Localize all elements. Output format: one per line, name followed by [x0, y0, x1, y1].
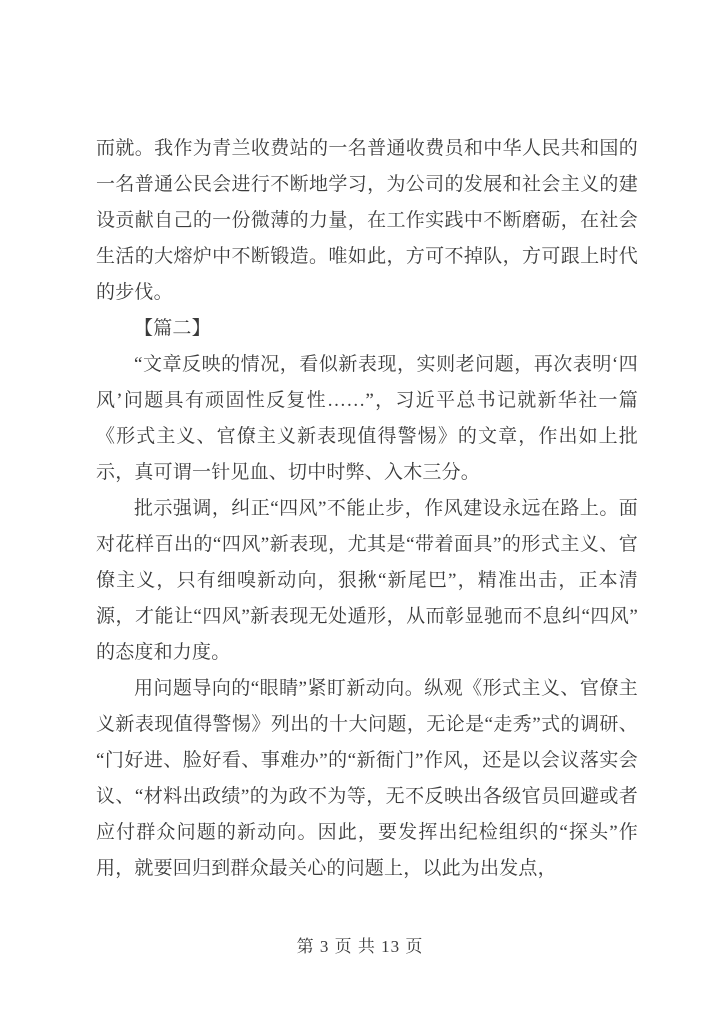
- section-heading-pian-er: 【篇二】: [134, 318, 211, 339]
- paragraph-continuation: 而就。我作为青兰收费站的一名普通收费员和中华人民共和国的一名普通公民会进行不断地学习，为公司的发展和社会主义的建设贡献自己的一份微薄的力量，在工作实践中不断磨砺，在社会生活的大熔炉中不断锻造。唯如此，方可不掉队，方可跟上时代的步伐。: [96, 138, 638, 303]
- document-body: [96, 131, 638, 887]
- page-number-footer: 第 3 页 共 13 页: [296, 937, 424, 956]
- paragraph: “文章反映的情况，看似新表现，实则老问题，再次表明‘四风’问题具有顽固性反复性……”，习近平总书记就新华社一篇《形式主义、官僚主义新表现值得警惕》的文章，作出如上批示，真可谓一针见血、切中时弊、入木三分。: [96, 354, 638, 483]
- paragraph: 批示强调，纠正“四风”不能止步，作风建设永远在路上。面对花样百出的“四风”新表现，尤其是“带着面具”的形式主义、官僚主义，只有细嗅新动向，狠揪“新尾巴”，精准出击，正本清源，才能让“四风”新表现无处遁形，从而彰显驰而不息纠“四风”的态度和力度。: [96, 498, 638, 663]
- paragraph: 用问题导向的“眼睛”紧盯新动向。纵观《形式主义、官僚主义新表现值得警惕》列出的十大问题，无论是“走秀”式的调研、“门好进、脸好看、事难办”的“新衙门”作风，还是以会议落实会议、“材料出政绩”的为政不为等，无不反映出各级官员回避或者应付群众问题的新动向。因此，要发挥出纪检组织的“探头”作用，就要回归到群众最关心的问题上，以此为出发点，: [96, 678, 638, 879]
